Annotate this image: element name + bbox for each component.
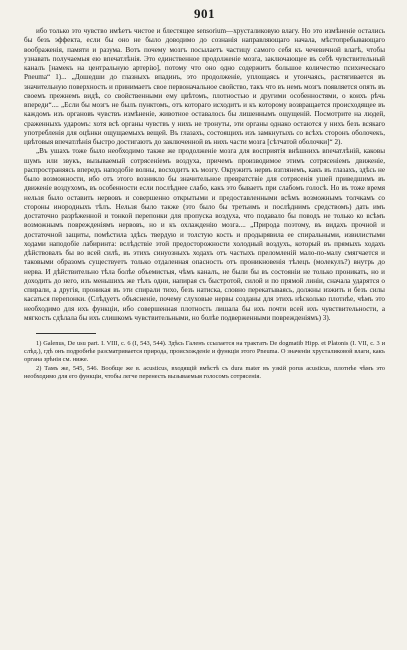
footnote: 2) Тамъ же, 545, 546. Вообще же в. acusticus, входящій вмѣстѣ съ dura mater въ узкій porus acusticus, плотнѣе чѣмъ это необходимо для его функціи, чтобы легче перенесть вызываемыя голосомъ сотрясенія. xyxy=(24,365,385,381)
paragraph: „Въ ушахъ тоже было необходимо также же продолженіе мозга для восприятія внѣшнихъ впечатлѣній, каковы шумъ или звукъ, вызываемый сотрясеніемъ воздуха, причемъ производимое этимъ сотрясеніемъ движеніе, распространяясь впередъ наподобіе волны, восходитъ къ мозгу. Окружитъ нервъ взглянемъ, какъ въ глазахъ, здѣсь не было возможности, ибо отъ этого возникло бы значительное превратствіе для сотрясенія ушей приведшимъ въ движеніе воздухомъ, въ особенности если послѣднее слабо, какъ это бываетъ при слабомъ голосѣ. Но въ тоже время нельзя было оставить нервовъ и совершенно открытыми и предоставленными всѣмъ возможнымъ толчкамъ со стороны инородныхъ тѣлъ. Нельзя было также (это было бы третьимъ и послѣднимъ средствомъ) дать имъ достаточно разрѣженной и тонкой перепонки для пропуска воздуха, что подавало бы поводъ не только ко всѣмъ возможнымъ поврежденіямъ нервовъ, но и къ охлажденію мозга.... „Природа поэтому, въ видахъ прочной и достаточной защиты, помѣстила здѣсь твердую и толстую кость и продырявила ее спиральными, извилистыми ходами наподобіе лабиринта: вслѣдствіе этой предосторожности холодный воздухъ, который въ прямыхъ ходахъ дѣйствовалъ бы во всей силѣ, въ этихъ синуозныхъ ходахъ отъ частыхъ преломленій мало-по-малу смягчается и таковыми образомъ существуетъ только отдаленная опасность отъ проникновенія тѣлецъ (молекулъ?) внутрь до нерва. И дѣйствительно тѣла болѣе объемистыя, чѣмъ каналъ, не были бы въ состояніи не только проникать, но и доходить до него, изъ меньшихъ же тѣлъ одни, напирая съ быстротой, силой и по прямой линіи, сначала ударятся о спирали, а другія, проникая въ эти спирали тихо, безъ натиска, словно перекатываясь, должны изжить и безъ силы касаться перепонки. (Слѣдуетъ объясненіе, почему слуховые нервы созданы для этихъ нѣсколько плотнѣе, чѣмъ это необходимо для ихъ функціи, ибо совершенная плотность лишала бы ихъ почти всей ихъ чувствительности, а мягкость сдѣлала бы ихъ слишкомъ чувствительными, но болѣе подверженными поврежденіямъ) 3). xyxy=(24,147,385,322)
main-text xyxy=(24,27,385,323)
footnote-divider xyxy=(36,333,96,334)
footnotes xyxy=(24,340,385,381)
footnote: 1) Galenus, De usu part. I. VIII, c. 6 (I, 543, 544). Здѣсь Галенъ ссылается на трактатъ De dogmatib Hipp. et Platonis (I. VII, c. 3 и слѣд.), гдѣ онъ подробнѣе разсматривается природа, происхожденіе и функція этого Pneuma. О значеніи хрусталиковой влаги, какъ органа зрѣнія см. ниже. xyxy=(24,340,385,364)
paragraph: ибо только это чувство имѣетъ чистое и блестящее sensorium—хрусталиковую влагу. Но это измѣненіе остались бы безъ эффекта, если бы оно не было доводимо до сознанія направляющаго начала, мѣстопребывающаго воображенія, памяти и разума. Вотъ почему мозгъ посылаетъ частицу самого себя къ чечевичной влагѣ, чтобы узнавать получаемыя ею впечатлѣнія. Это единственное продолженіе мозга, заключающее въ себѣ чувствительный каналъ [намекъ на центральную артерію], потому что оно одно содержитъ большое количество психическаго Pneuma“ 1)... „Дошедши до глазныхъ впадинъ, это продолженіе, уплощаясь и утончаясь, растягивается въ значительную поверхность и принимаетъ свое первоначальное свойство, такъ что въ немъ мозгъ появляется опять въ своемъ прежнемъ видѣ, со свойственными ему цвѣтомъ, плотностью и другими особенностями, о коихъ рѣчь впереди“.... „Если бы мозгъ не былъ пунктомъ, отъ котораго исходитъ и къ которому возвращается происходящее въ каждомъ изъ органовъ чувствъ измѣненіе, животное оставалось бы лишеннымъ ощущеній. Посмотрите на людей, сраженныхъ ударомъ: хотя всѣ органы чувствъ у нихъ не тронуты, эти органы однако остаются у нихъ безъ всякаго употребленія для оцѣнки ощущаемыхъ вещей. Въ глазахъ, состоящихъ изъ замкнутыхъ со всѣхъ сторонъ оболочекъ, цвѣтовыя впечатлѣнія быстро достигаютъ до заключенной въ нихъ части мозга [сѣтчатой оболочки]“ 2). xyxy=(24,27,385,146)
page-number: 901 xyxy=(194,6,215,21)
